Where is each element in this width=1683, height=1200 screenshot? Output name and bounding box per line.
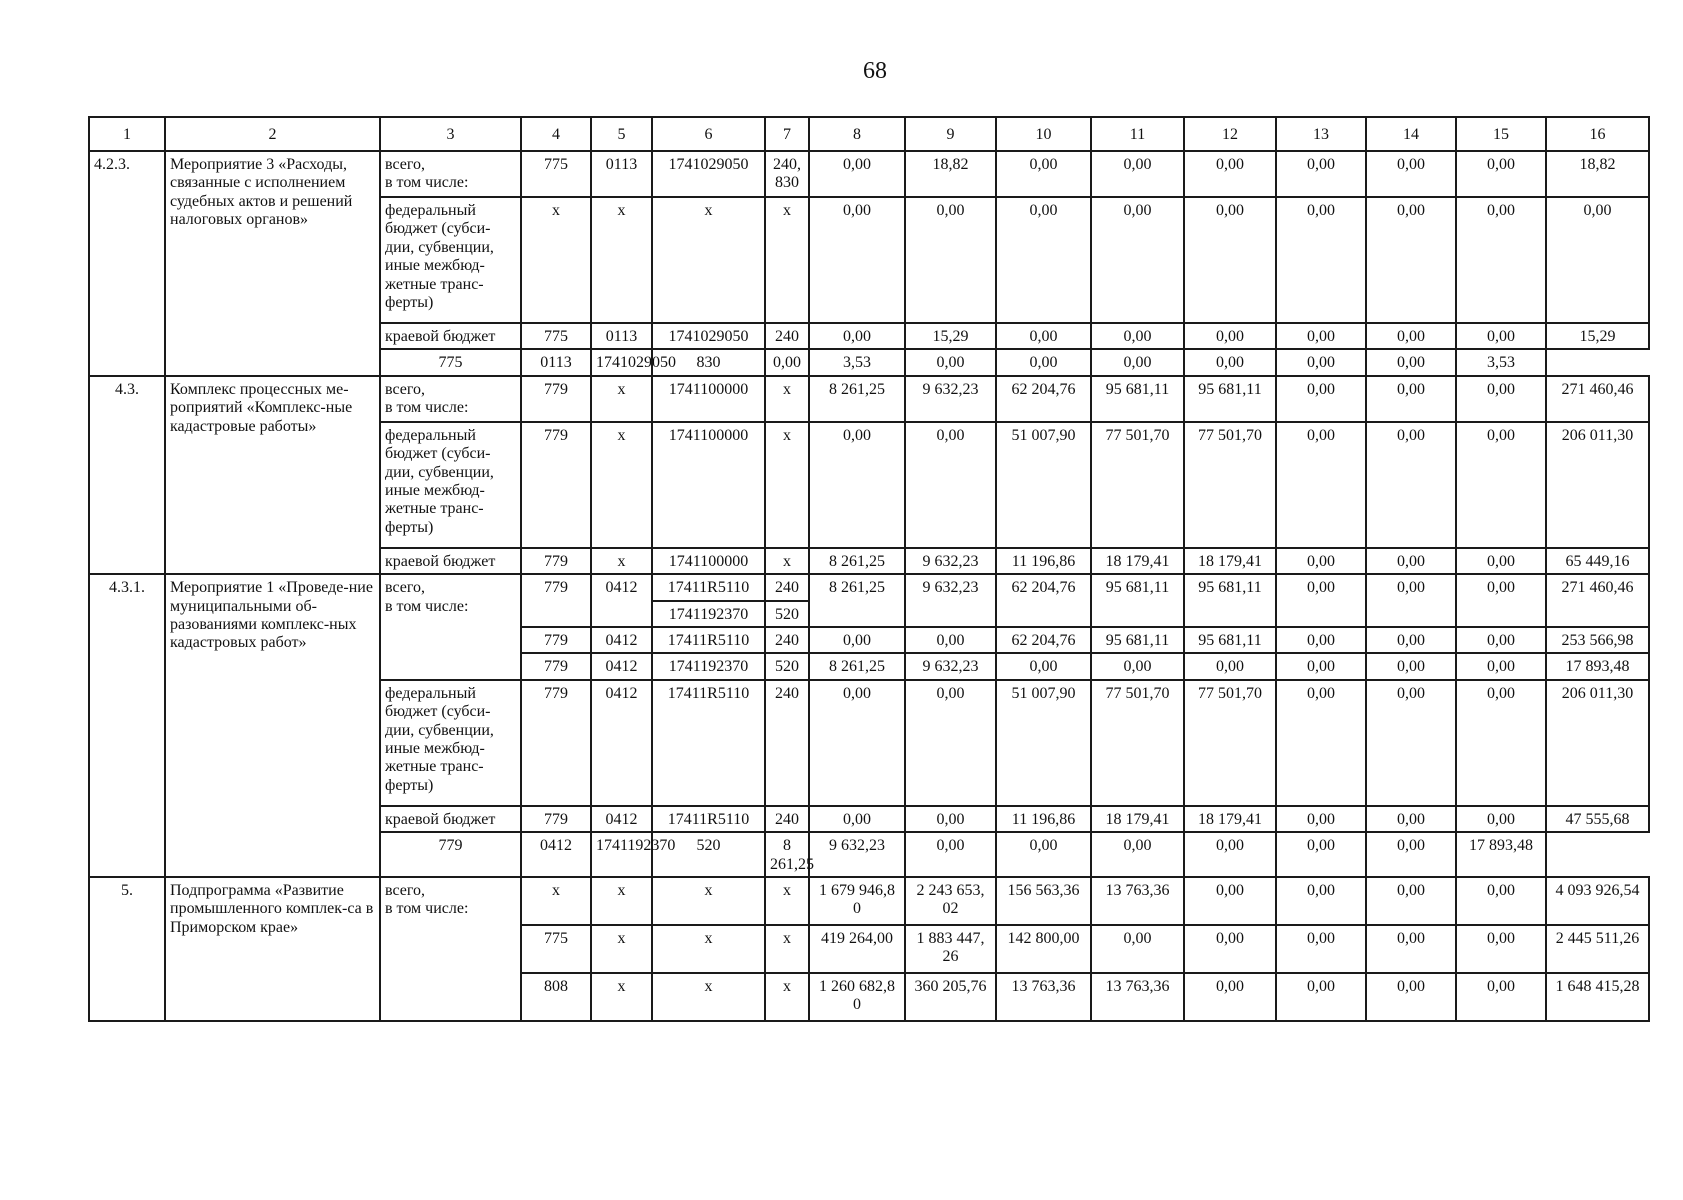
data-cell: 0,00	[1276, 349, 1366, 375]
data-cell: 2 243 653, 02	[905, 877, 996, 925]
data-cell: x	[591, 925, 652, 973]
data-cell: 520	[765, 601, 809, 627]
data-cell: 0,00	[1276, 151, 1366, 197]
row-number-cell: 4.2.3.	[89, 151, 165, 376]
data-cell: 0,00	[1366, 680, 1456, 806]
data-cell: 779	[521, 627, 591, 653]
column-header: 1	[89, 117, 165, 151]
data-cell: x	[591, 197, 652, 323]
data-cell: 779	[521, 422, 591, 548]
source-cell: всего, в том числе:	[380, 574, 521, 680]
data-cell: 0,00	[905, 627, 996, 653]
data-cell: 2 445 511,26	[1546, 925, 1649, 973]
data-cell: 11 196,86	[996, 548, 1091, 574]
row-number-cell: 5.	[89, 877, 165, 1021]
data-cell: 0,00	[1091, 197, 1184, 323]
data-cell: 0,00	[1276, 973, 1366, 1021]
data-cell: 17411R5110	[652, 680, 765, 806]
data-cell: 240, 830	[765, 151, 809, 197]
data-cell: 0,00	[1091, 349, 1184, 375]
data-cell: 1741029050	[591, 349, 652, 375]
data-cell: 775	[521, 151, 591, 197]
data-cell: x	[591, 973, 652, 1021]
data-cell: 0,00	[1091, 323, 1184, 349]
data-cell: 1 679 946,8 0	[809, 877, 905, 925]
data-cell: 0113	[591, 151, 652, 197]
data-cell: 18 179,41	[1184, 548, 1276, 574]
data-cell: 0,00	[1366, 925, 1456, 973]
data-cell: 0,00	[996, 197, 1091, 323]
data-cell: 830	[652, 349, 765, 375]
data-cell: 0412	[591, 806, 652, 832]
data-cell: 0,00	[905, 349, 996, 375]
data-cell: x	[765, 877, 809, 925]
data-cell: 8 261,25	[765, 832, 809, 877]
data-cell: 779	[521, 548, 591, 574]
data-cell: 0,00	[1184, 197, 1276, 323]
data-cell: 4 093 926,54	[1546, 877, 1649, 925]
source-cell: всего, в том числе:	[380, 151, 521, 197]
row-number-cell: 4.3.	[89, 376, 165, 574]
data-cell: 62 204,76	[996, 627, 1091, 653]
data-cell: x	[521, 197, 591, 323]
data-cell: 0,00	[1456, 376, 1546, 422]
data-cell: 0,00	[1276, 574, 1366, 627]
page-number: 68	[863, 58, 887, 84]
data-cell: 1741100000	[652, 376, 765, 422]
data-cell: 0,00	[1456, 877, 1546, 925]
data-cell: 0,00	[809, 323, 905, 349]
data-cell: 0,00	[1366, 422, 1456, 548]
data-cell: 77 501,70	[1184, 422, 1276, 548]
data-cell: x	[652, 197, 765, 323]
data-cell: 17 893,48	[1546, 653, 1649, 679]
row-name-cell: Комплекс процессных ме-роприятий «Комплекс-ные кадастровые работы»	[165, 376, 380, 574]
data-cell: 0,00	[809, 197, 905, 323]
data-cell: 0,00	[1366, 376, 1456, 422]
data-cell: 1 648 415,28	[1546, 973, 1649, 1021]
data-cell: 1 260 682,8 0	[809, 973, 905, 1021]
data-cell: 1741192370	[652, 653, 765, 679]
data-cell: 13 763,36	[1091, 973, 1184, 1021]
data-cell: 0113	[591, 323, 652, 349]
data-cell: 775	[521, 925, 591, 973]
source-cell: федеральный бюджет (субси-дии, субвенции, иные межбюд-жетные транс-ферты)	[380, 680, 521, 806]
data-cell: 0,00	[1366, 627, 1456, 653]
data-cell: 419 264,00	[809, 925, 905, 973]
data-cell: 17411R5110	[652, 574, 765, 600]
data-cell: 775	[521, 323, 591, 349]
data-cell: 0,00	[1456, 653, 1546, 679]
data-cell: 0,00	[1366, 349, 1456, 375]
data-cell: 0,00	[1276, 925, 1366, 973]
data-cell: 0,00	[1276, 627, 1366, 653]
data-cell: 0,00	[905, 832, 996, 877]
data-cell: x	[652, 877, 765, 925]
data-cell: 0,00	[1456, 806, 1546, 832]
data-cell: 77 501,70	[1091, 680, 1184, 806]
data-cell: 8 261,25	[809, 653, 905, 679]
data-cell: 0,00	[1366, 832, 1456, 877]
data-cell: 0,00	[765, 349, 809, 375]
data-cell: 9 632,23	[809, 832, 905, 877]
data-cell: x	[591, 877, 652, 925]
data-cell: 0412	[521, 832, 591, 877]
data-cell: x	[652, 925, 765, 973]
data-cell: 1741029050	[652, 151, 765, 197]
data-cell: 95 681,11	[1184, 376, 1276, 422]
data-cell: 0,00	[1276, 832, 1366, 877]
data-cell: 0,00	[996, 832, 1091, 877]
data-cell: 0,00	[996, 151, 1091, 197]
column-header: 5	[591, 117, 652, 151]
data-cell: 0,00	[809, 151, 905, 197]
data-cell: 0,00	[1184, 832, 1276, 877]
data-cell: 3,53	[809, 349, 905, 375]
data-cell: 0,00	[1546, 197, 1649, 323]
data-cell: 0,00	[809, 680, 905, 806]
data-cell: 0412	[591, 680, 652, 806]
data-cell: 0,00	[1276, 806, 1366, 832]
source-cell: всего, в том числе:	[380, 877, 521, 1021]
data-cell: 1 883 447, 26	[905, 925, 996, 973]
data-cell: 779	[380, 832, 521, 877]
data-cell: 17 893,48	[1456, 832, 1546, 877]
data-cell: 240	[765, 627, 809, 653]
data-cell: 51 007,90	[996, 680, 1091, 806]
column-header: 15	[1456, 117, 1546, 151]
row-name-cell: Мероприятие 3 «Расходы, связанные с исполнением судебных актов и решений налоговых органов»	[165, 151, 380, 376]
data-cell: 0,00	[905, 806, 996, 832]
data-cell: 0,00	[1276, 548, 1366, 574]
data-cell: 240	[765, 806, 809, 832]
table-row	[89, 151, 1649, 197]
data-cell: 0,00	[905, 680, 996, 806]
table-row	[89, 877, 1649, 925]
column-header: 14	[1366, 117, 1456, 151]
data-cell: 11 196,86	[996, 806, 1091, 832]
data-cell: 0,00	[1276, 197, 1366, 323]
data-cell: 18 179,41	[1091, 806, 1184, 832]
data-cell: 360 205,76	[905, 973, 996, 1021]
data-cell: 0,00	[1091, 925, 1184, 973]
data-cell: 240	[765, 680, 809, 806]
data-cell: 206 011,30	[1546, 422, 1649, 548]
column-header: 9	[905, 117, 996, 151]
data-cell: 0,00	[1456, 548, 1546, 574]
column-header: 2	[165, 117, 380, 151]
data-cell: 8 261,25	[809, 376, 905, 422]
row-name-cell: Мероприятие 1 «Проведе-ние муниципальными об-разованиями комплекс-ных кадастровых работ»	[165, 574, 380, 877]
data-cell: 156 563,36	[996, 877, 1091, 925]
data-cell: 95 681,11	[1184, 627, 1276, 653]
data-cell: 779	[521, 680, 591, 806]
data-cell: 0,00	[1456, 973, 1546, 1021]
header-row	[89, 117, 1649, 151]
data-cell: 47 555,68	[1546, 806, 1649, 832]
data-cell: 0412	[591, 627, 652, 653]
data-cell: 0,00	[1456, 627, 1546, 653]
data-cell: 779	[521, 376, 591, 422]
data-cell: 13 763,36	[1091, 877, 1184, 925]
data-cell: 18,82	[1546, 151, 1649, 197]
data-cell: 9 632,23	[905, 574, 996, 627]
data-cell: 0,00	[1184, 973, 1276, 1021]
data-cell: 18 179,41	[1091, 548, 1184, 574]
data-cell: x	[591, 548, 652, 574]
data-cell: 253 566,98	[1546, 627, 1649, 653]
row-number-cell: 4.3.1.	[89, 574, 165, 877]
data-cell: 0,00	[809, 627, 905, 653]
column-header: 7	[765, 117, 809, 151]
data-cell: 520	[765, 653, 809, 679]
data-cell: 65 449,16	[1546, 548, 1649, 574]
data-cell: 0,00	[1276, 877, 1366, 925]
data-cell: 62 204,76	[996, 376, 1091, 422]
data-cell: 0,00	[1366, 806, 1456, 832]
data-cell: 0,00	[1456, 680, 1546, 806]
data-cell: 0412	[591, 653, 652, 679]
source-cell: федеральный бюджет (субси-дии, субвенции, иные межбюд-жетные транс-ферты)	[380, 197, 521, 323]
data-cell: 779	[521, 574, 591, 627]
data-cell: 0,00	[1456, 151, 1546, 197]
column-header: 8	[809, 117, 905, 151]
data-cell: 0,00	[1184, 925, 1276, 973]
data-cell: 13 763,36	[996, 973, 1091, 1021]
data-cell: x	[652, 973, 765, 1021]
data-cell: 240	[765, 323, 809, 349]
data-cell: 0,00	[1366, 151, 1456, 197]
data-cell: 779	[521, 806, 591, 832]
data-cell: 0,00	[1366, 548, 1456, 574]
table-body	[89, 117, 1649, 1021]
data-cell: 271 460,46	[1546, 574, 1649, 627]
source-cell: всего, в том числе:	[380, 376, 521, 422]
data-cell: 775	[380, 349, 521, 375]
data-cell: 3,53	[1456, 349, 1546, 375]
data-cell: 0,00	[1366, 323, 1456, 349]
data-cell: 15,29	[905, 323, 996, 349]
column-header: 3	[380, 117, 521, 151]
table-row	[89, 574, 1649, 600]
data-cell: 0,00	[1276, 422, 1366, 548]
data-cell: 0,00	[1276, 653, 1366, 679]
data-cell: 0,00	[1456, 574, 1546, 627]
data-cell: 8 261,25	[809, 548, 905, 574]
data-cell: 142 800,00	[996, 925, 1091, 973]
data-cell: 0,00	[1366, 973, 1456, 1021]
data-cell: 1741192370	[591, 832, 652, 877]
data-cell: 9 632,23	[905, 653, 996, 679]
data-cell: 95 681,11	[1091, 376, 1184, 422]
data-cell: 9 632,23	[905, 376, 996, 422]
data-cell: 1741192370	[652, 601, 765, 627]
data-cell: 0,00	[1366, 653, 1456, 679]
data-cell: 0,00	[1091, 653, 1184, 679]
data-cell: 0,00	[1456, 197, 1546, 323]
column-header: 6	[652, 117, 765, 151]
source-cell: краевой бюджет	[380, 806, 521, 832]
column-header: 11	[1091, 117, 1184, 151]
data-cell: 0,00	[1184, 653, 1276, 679]
data-cell: x	[591, 376, 652, 422]
data-cell: 0,00	[1091, 151, 1184, 197]
data-cell: 17411R5110	[652, 806, 765, 832]
data-cell: x	[765, 925, 809, 973]
data-cell: 0,00	[1366, 197, 1456, 323]
data-cell: 77 501,70	[1091, 422, 1184, 548]
data-cell: 206 011,30	[1546, 680, 1649, 806]
budget-table	[88, 116, 1650, 1022]
column-header: 12	[1184, 117, 1276, 151]
data-cell: x	[591, 422, 652, 548]
data-cell: 0,00	[905, 197, 996, 323]
source-cell: краевой бюджет	[380, 548, 521, 574]
data-cell: 0,00	[1456, 925, 1546, 973]
data-cell: 0113	[521, 349, 591, 375]
data-cell: 0,00	[996, 349, 1091, 375]
data-cell: 95 681,11	[1091, 627, 1184, 653]
data-cell: x	[765, 197, 809, 323]
data-cell: x	[765, 548, 809, 574]
data-cell: 62 204,76	[996, 574, 1091, 627]
data-cell: 1741100000	[652, 422, 765, 548]
data-cell: 18 179,41	[1184, 806, 1276, 832]
data-cell: 17411R5110	[652, 627, 765, 653]
column-header: 13	[1276, 117, 1366, 151]
data-cell: 808	[521, 973, 591, 1021]
data-cell: 77 501,70	[1184, 680, 1276, 806]
data-cell: 0,00	[905, 422, 996, 548]
source-cell: краевой бюджет	[380, 323, 521, 349]
data-cell: x	[521, 877, 591, 925]
data-cell: 1741029050	[652, 323, 765, 349]
data-cell: 1741100000	[652, 548, 765, 574]
data-cell: 0,00	[996, 323, 1091, 349]
data-cell: 95 681,11	[1091, 574, 1184, 627]
data-cell: x	[765, 973, 809, 1021]
data-cell: 0,00	[809, 806, 905, 832]
data-cell: 0,00	[1456, 323, 1546, 349]
data-cell: 0,00	[1091, 832, 1184, 877]
data-cell: 95 681,11	[1184, 574, 1276, 627]
data-cell: 51 007,90	[996, 422, 1091, 548]
data-cell: 271 460,46	[1546, 376, 1649, 422]
data-cell: 9 632,23	[905, 548, 996, 574]
data-cell: 0,00	[1184, 151, 1276, 197]
data-cell: 15,29	[1546, 323, 1649, 349]
data-cell: 0,00	[1366, 877, 1456, 925]
data-cell: 18,82	[905, 151, 996, 197]
data-cell: 0,00	[1366, 574, 1456, 627]
data-cell: 0,00	[996, 653, 1091, 679]
row-name-cell: Подпрограмма «Развитие промышленного комплек-са в Приморском крае»	[165, 877, 380, 1021]
column-header: 4	[521, 117, 591, 151]
data-cell: x	[765, 422, 809, 548]
data-cell: x	[765, 376, 809, 422]
data-cell: 240	[765, 574, 809, 600]
column-header: 16	[1546, 117, 1649, 151]
data-cell: 8 261,25	[809, 574, 905, 627]
data-cell: 520	[652, 832, 765, 877]
data-cell: 0,00	[1184, 877, 1276, 925]
data-cell: 0,00	[1276, 323, 1366, 349]
column-header: 10	[996, 117, 1091, 151]
data-cell: 0,00	[1184, 349, 1276, 375]
data-cell: 779	[521, 653, 591, 679]
data-cell: 0,00	[809, 422, 905, 548]
data-cell: 0412	[591, 574, 652, 627]
source-cell: федеральный бюджет (субси-дии, субвенции, иные межбюд-жетные транс-ферты)	[380, 422, 521, 548]
data-cell: 0,00	[1184, 323, 1276, 349]
data-cell: 0,00	[1456, 422, 1546, 548]
data-cell: 0,00	[1276, 376, 1366, 422]
table-row	[89, 376, 1649, 422]
data-cell: 0,00	[1276, 680, 1366, 806]
